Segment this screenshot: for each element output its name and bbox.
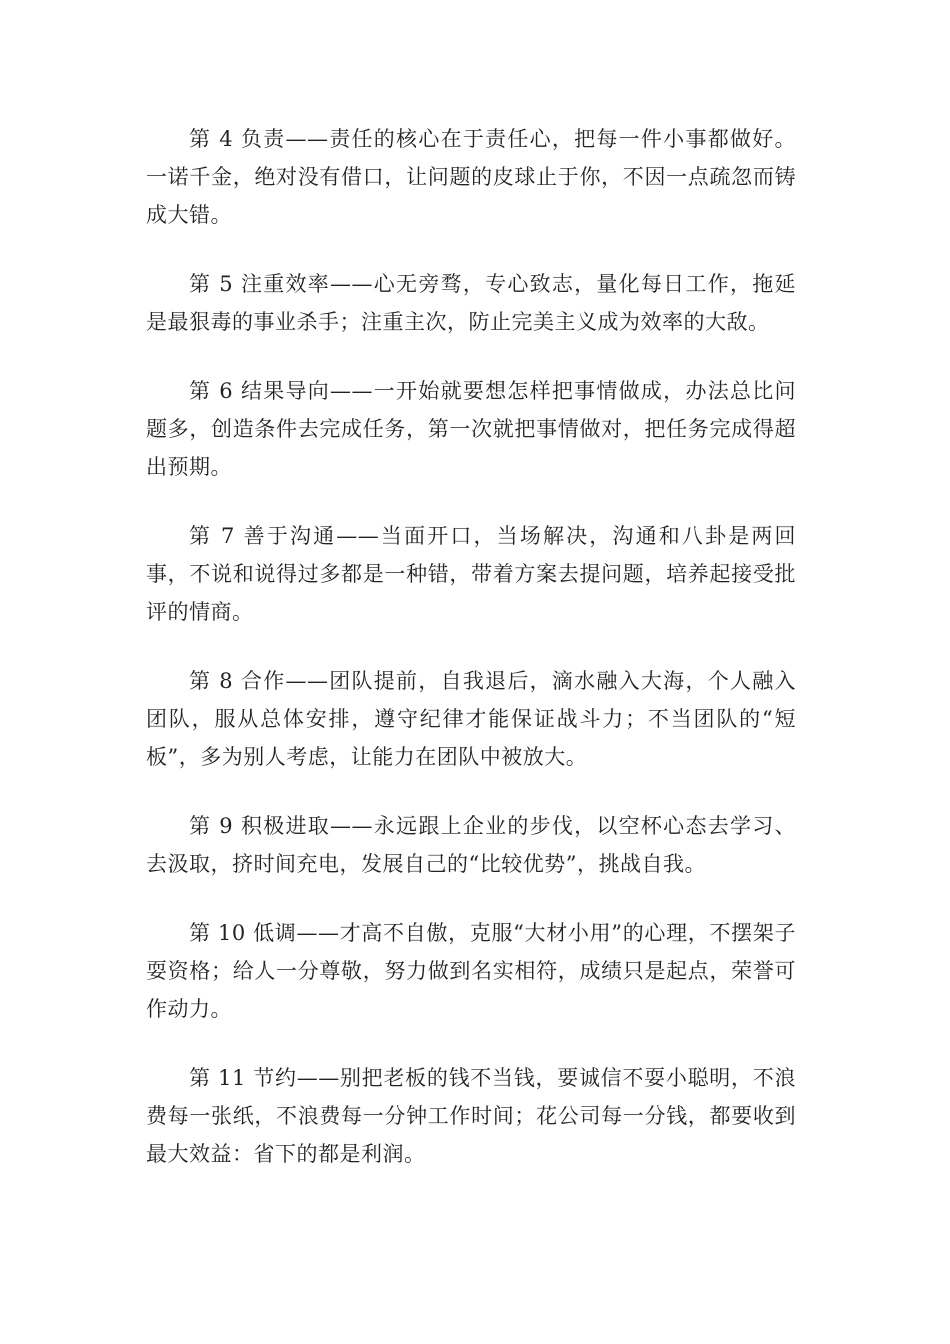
document-body [146, 120, 796, 1204]
paragraph-efficiency: 第 5 注重效率——心无旁骛，专心致志，量化每日工作，拖延是最狠毒的事业杀手；注重主次，防止完美主义成为效率的大敌。 [146, 272, 796, 334]
paragraph-communication: 第 7 善于沟通——当面开口，当场解决，沟通和八卦是两回事，不说和说得过多都是一种错，带着方案去提问题，培养起接受批评的情商。 [146, 524, 796, 624]
paragraph-result-oriented: 第 6 结果导向——一开始就要想怎样把事情做成，办法总比问题多，创造条件去完成任务，第一次就把事情做对，把任务完成得超出预期。 [146, 379, 796, 479]
paragraph-cooperation: 第 8 合作——团队提前，自我退后，滴水融入大海，个人融入团队，服从总体安排，遵守纪律才能保证战斗力；不当团队的“短板”，多为别人考虑，让能力在团队中被放大。 [146, 669, 796, 769]
paragraph-low-profile: 第 10 低调——才高不自傲，克服“大材小用”的心理，不摆架子耍资格；给人一分尊敬，努力做到名实相符，成绩只是起点，荣誉可作动力。 [146, 921, 796, 1021]
paragraph-frugality: 第 11 节约——别把老板的钱不当钱，要诚信不耍小聪明，不浪费每一张纸，不浪费每一分钟工作时间；花公司每一分钱，都要收到最大效益：省下的都是利润。 [146, 1066, 796, 1166]
paragraph-responsibility: 第 4 负责——责任的核心在于责任心，把每一件小事都做好。一诺千金，绝对没有借口，让问题的皮球止于你，不因一点疏忽而铸成大错。 [146, 127, 796, 227]
paragraph-proactive: 第 9 积极进取——永远跟上企业的步伐，以空杯心态去学习、去汲取，挤时间充电，发展自己的“比较优势”，挑战自我。 [146, 814, 796, 876]
